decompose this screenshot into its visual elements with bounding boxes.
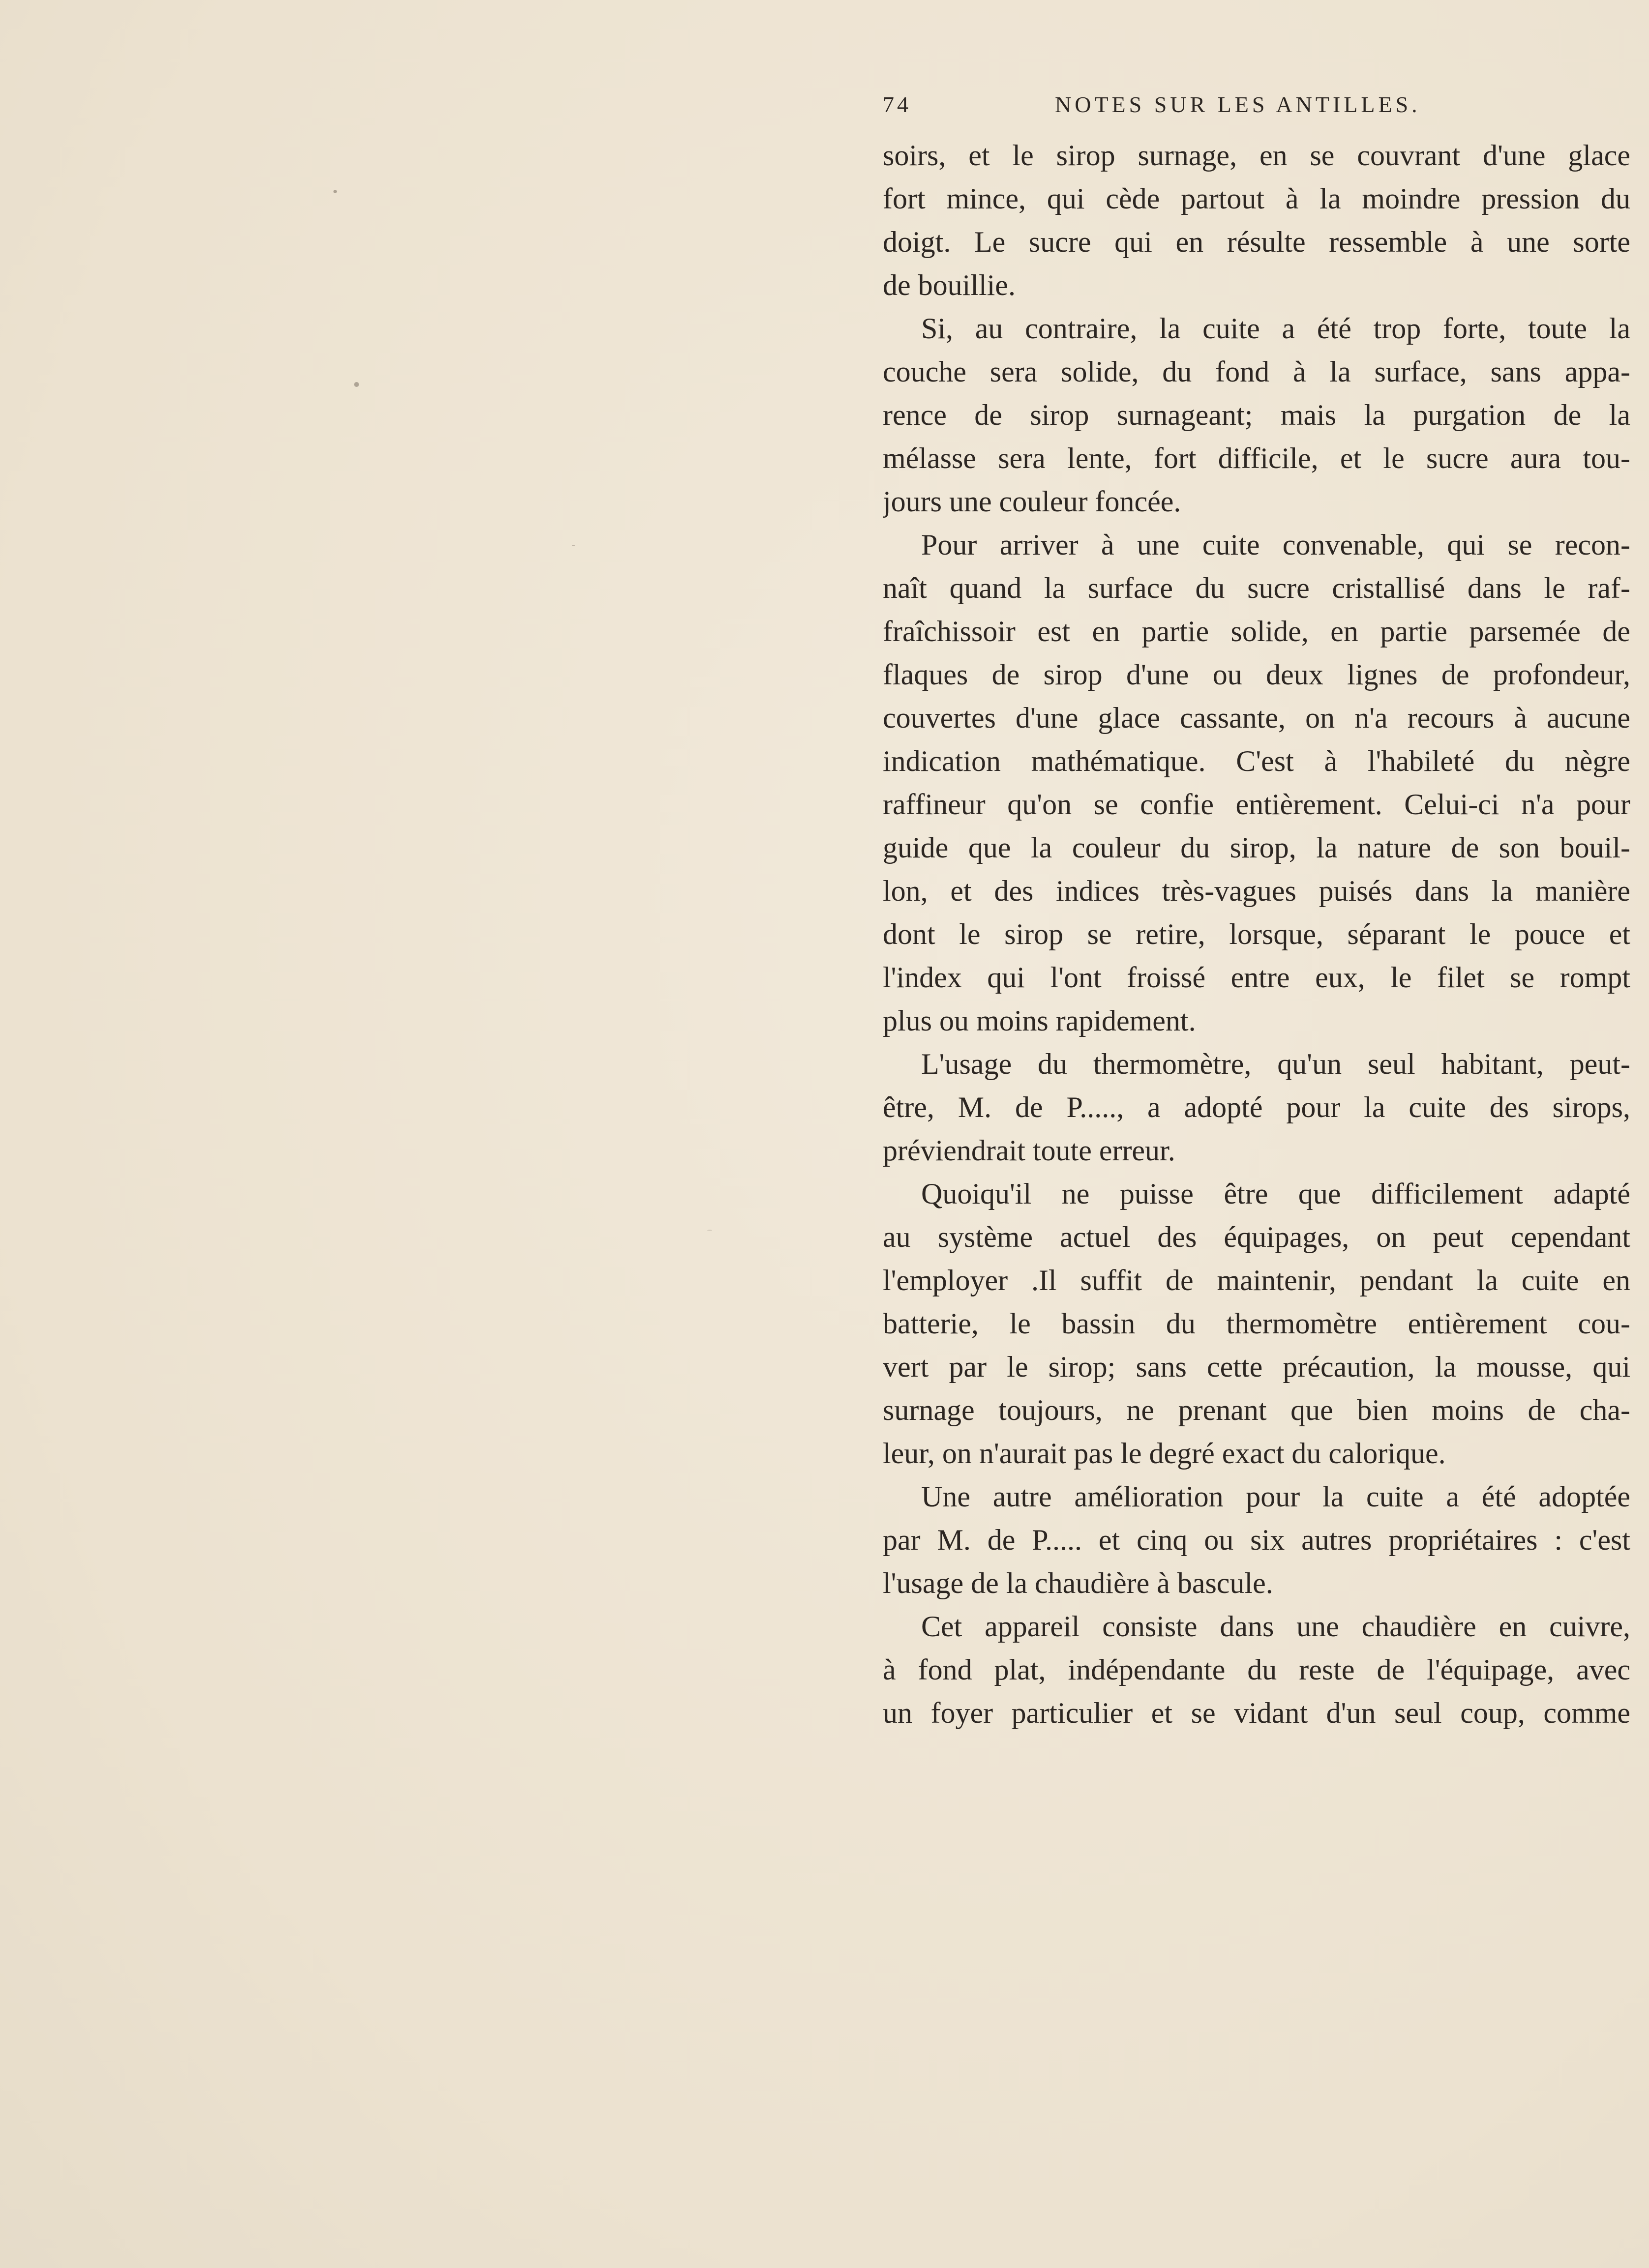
text-line: au système actuel des équipages, on peut cependant	[883, 1221, 1630, 1253]
paragraph	[883, 307, 1630, 523]
paragraph	[883, 1475, 1630, 1605]
text-line: un foyer particulier et se vidant d'un seul coup, comme	[883, 1697, 1630, 1729]
text-line: guide que la couleur du sirop, la nature de son bouil-	[883, 831, 1630, 864]
text-line: mélasse sera lente, fort difficile, et le sucre aura tou-	[883, 442, 1630, 474]
body-text	[883, 134, 1630, 1735]
text-line: L'usage du thermomètre, qu'un seul habitant, peut-	[921, 1048, 1630, 1080]
text-line: préviendrait toute erreur.	[883, 1134, 1175, 1167]
ink-speck	[333, 190, 337, 193]
text-line: surnage toujours, ne prenant que bien moins de cha-	[883, 1394, 1630, 1426]
text-line: jours une couleur foncée.	[883, 485, 1181, 518]
text-line: Quoiqu'il ne puisse être que difficilement adapté	[921, 1178, 1630, 1210]
ink-speck	[707, 1230, 712, 1231]
text-line: leur, on n'aurait pas le degré exact du calorique.	[883, 1437, 1446, 1470]
running-title: NOTES SUR LES ANTILLES.	[1055, 92, 1421, 117]
text-line: fraîchissoir est en partie solide, en partie parsemée de	[883, 615, 1630, 648]
text-line: l'usage de la chaudière à bascule.	[883, 1567, 1273, 1599]
text-line: à fond plat, indépendante du reste de l'équipage, avec	[883, 1653, 1630, 1686]
paragraph	[883, 523, 1630, 1042]
text-line: lon, et des indices très-vagues puisés dans la manière	[883, 875, 1630, 907]
text-line: raffineur qu'on se confie entièrement. Celui-ci n'a pour	[883, 788, 1630, 821]
text-line: flaques de sirop d'une ou deux lignes de profondeur,	[883, 658, 1630, 691]
paragraph	[883, 1172, 1630, 1475]
text-line: soirs, et le sirop surnage, en se couvrant d'une glace	[883, 139, 1630, 172]
text-line: vert par le sirop; sans cette précaution, la mousse, qui	[883, 1351, 1630, 1383]
text-line: dont le sirop se retire, lorsque, séparant le pouce et	[883, 918, 1630, 950]
text-line: couvertes d'une glace cassante, on n'a recours à aucune	[883, 702, 1630, 734]
text-line: couche sera solide, du fond à la surface, sans appa-	[883, 355, 1630, 388]
ink-speck	[354, 382, 359, 387]
text-line: de bouillie.	[883, 269, 1016, 301]
text-line: Pour arriver à une cuite convenable, qui se recon-	[921, 529, 1630, 561]
text-line: fort mince, qui cède partout à la moindre pression du	[883, 182, 1630, 215]
text-line: Une autre amélioration pour la cuite a été adoptée	[921, 1480, 1630, 1513]
text-line: Si, au contraire, la cuite a été trop forte, toute la	[921, 312, 1630, 345]
text-line: Cet appareil consiste dans une chaudière en cuivre,	[921, 1610, 1630, 1643]
text-line: être, M. de P....., a adopté pour la cuite des sirops,	[883, 1091, 1630, 1123]
text-line: indication mathématique. C'est à l'habileté du nègre	[883, 745, 1630, 777]
text-line: rence de sirop surnageant; mais la purgation de la	[883, 399, 1630, 431]
ink-speck	[572, 545, 575, 546]
paragraph	[883, 134, 1630, 307]
text-line: l'employer .Il suffit de maintenir, pendant la cuite en	[883, 1264, 1630, 1296]
text-line: l'index qui l'ont froissé entre eux, le filet se rompt	[883, 961, 1630, 994]
text-line: naît quand la surface du sucre cristallisé dans le raf-	[883, 572, 1630, 604]
text-line: par M. de P..... et cinq ou six autres propriétaires : c'est	[883, 1524, 1630, 1556]
text-line: batterie, le bassin du thermomètre entièrement cou-	[883, 1307, 1630, 1340]
text-line: doigt. Le sucre qui en résulte ressemble à une sorte	[883, 226, 1630, 258]
page-header	[883, 91, 1630, 126]
page-number: 74	[883, 92, 911, 117]
paragraph	[883, 1042, 1630, 1172]
paragraph	[883, 1605, 1630, 1735]
text-line: plus ou moins rapidement.	[883, 1004, 1196, 1037]
